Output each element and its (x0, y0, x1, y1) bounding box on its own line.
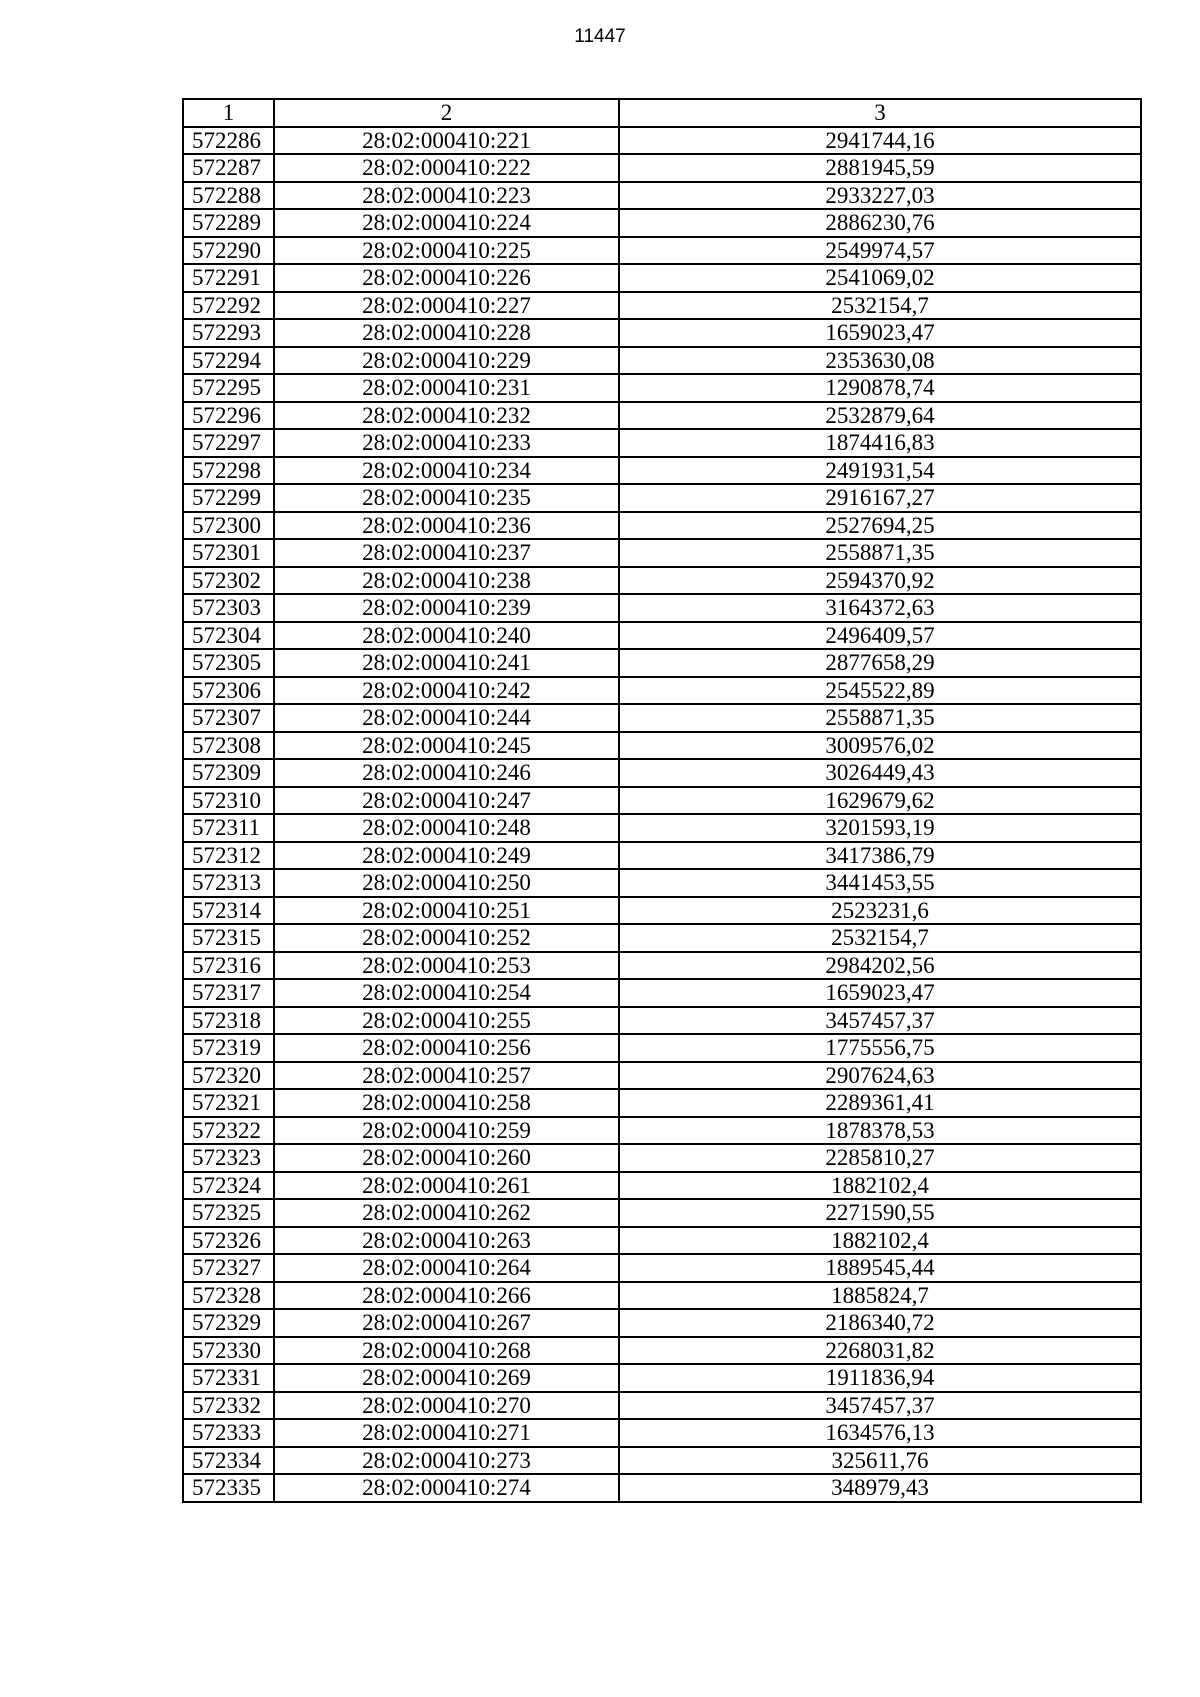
table-row (183, 374, 1141, 402)
table-row (183, 402, 1141, 430)
cadastral-value-cell: 2541069,02 (619, 264, 1141, 292)
table-row (183, 1144, 1141, 1172)
row-number-cell: 572298 (183, 457, 274, 485)
cadastral-value-cell: 2558871,35 (619, 539, 1141, 567)
cadastral-value-cell: 3201593,19 (619, 814, 1141, 842)
row-number-cell: 572322 (183, 1117, 274, 1145)
table-row (183, 1062, 1141, 1090)
table-row (183, 704, 1141, 732)
cadastral-value-cell: 1878378,53 (619, 1117, 1141, 1145)
table-row (183, 1254, 1141, 1282)
cadastral-number-cell: 28:02:000410:237 (274, 539, 619, 567)
cadastral-value-cell: 3026449,43 (619, 759, 1141, 787)
cadastral-number-cell: 28:02:000410:233 (274, 429, 619, 457)
row-number-cell: 572303 (183, 594, 274, 622)
row-number-cell: 572335 (183, 1474, 274, 1502)
cadastral-value-cell: 2271590,55 (619, 1199, 1141, 1227)
cadastral-number-cell: 28:02:000410:270 (274, 1392, 619, 1420)
cadastral-value-cell: 2532879,64 (619, 402, 1141, 430)
table-row (183, 979, 1141, 1007)
table-row (183, 484, 1141, 512)
cadastral-number-cell: 28:02:000410:221 (274, 127, 619, 155)
table-row (183, 952, 1141, 980)
cadastral-number-cell: 28:02:000410:268 (274, 1337, 619, 1365)
table-row (183, 787, 1141, 815)
row-number-cell: 572307 (183, 704, 274, 732)
cadastral-number-cell: 28:02:000410:267 (274, 1309, 619, 1337)
row-number-cell: 572314 (183, 897, 274, 925)
cadastral-number-cell: 28:02:000410:261 (274, 1172, 619, 1200)
table-row (183, 869, 1141, 897)
row-number-cell: 572293 (183, 319, 274, 347)
cadastral-value-cell: 2527694,25 (619, 512, 1141, 540)
row-number-cell: 572300 (183, 512, 274, 540)
cadastral-value-cell: 2523231,6 (619, 897, 1141, 925)
cadastral-value-cell: 2558871,35 (619, 704, 1141, 732)
table-row (183, 759, 1141, 787)
page-number: 11447 (574, 26, 626, 47)
cadastral-number-cell: 28:02:000410:266 (274, 1282, 619, 1310)
cadastral-number-cell: 28:02:000410:222 (274, 154, 619, 182)
cadastral-value-cell: 1659023,47 (619, 979, 1141, 1007)
cadastral-value-cell: 2186340,72 (619, 1309, 1141, 1337)
cadastral-number-cell: 28:02:000410:273 (274, 1447, 619, 1475)
row-number-cell: 572327 (183, 1254, 274, 1282)
row-number-cell: 572315 (183, 924, 274, 952)
cadastral-number-cell: 28:02:000410:236 (274, 512, 619, 540)
row-number-cell: 572331 (183, 1364, 274, 1392)
table-row (183, 457, 1141, 485)
cadastral-number-cell: 28:02:000410:247 (274, 787, 619, 815)
cadastral-number-cell: 28:02:000410:235 (274, 484, 619, 512)
cadastral-value-cell: 2289361,41 (619, 1089, 1141, 1117)
cadastral-number-cell: 28:02:000410:246 (274, 759, 619, 787)
cadastral-number-cell: 28:02:000410:238 (274, 567, 619, 595)
cadastral-number-cell: 28:02:000410:244 (274, 704, 619, 732)
table-row (183, 622, 1141, 650)
table-row (183, 1172, 1141, 1200)
cadastral-value-cell: 2886230,76 (619, 209, 1141, 237)
cadastral-value-cell: 2285810,27 (619, 1144, 1141, 1172)
table-row (183, 842, 1141, 870)
table-row (183, 1392, 1141, 1420)
row-number-cell: 572309 (183, 759, 274, 787)
column-header-cadastral-number: 2 (274, 99, 619, 127)
cadastral-value-cell: 2907624,63 (619, 1062, 1141, 1090)
table-row (183, 182, 1141, 210)
cadastral-value-cell: 3417386,79 (619, 842, 1141, 870)
row-number-cell: 572313 (183, 869, 274, 897)
table-row (183, 512, 1141, 540)
row-number-cell: 572296 (183, 402, 274, 430)
table-row (183, 924, 1141, 952)
cadastral-number-cell: 28:02:000410:224 (274, 209, 619, 237)
cadastral-value-cell: 2933227,03 (619, 182, 1141, 210)
cadastral-value-cell: 2353630,08 (619, 347, 1141, 375)
row-number-cell: 572332 (183, 1392, 274, 1420)
row-number-cell: 572305 (183, 649, 274, 677)
row-number-cell: 572295 (183, 374, 274, 402)
column-header-value: 3 (619, 99, 1141, 127)
row-number-cell: 572310 (183, 787, 274, 815)
cadastral-number-cell: 28:02:000410:245 (274, 732, 619, 760)
header-row (183, 99, 1141, 127)
row-number-cell: 572302 (183, 567, 274, 595)
table-row (183, 1089, 1141, 1117)
cadastral-number-cell: 28:02:000410:227 (274, 292, 619, 320)
cadastral-number-cell: 28:02:000410:226 (274, 264, 619, 292)
row-number-cell: 572291 (183, 264, 274, 292)
row-number-cell: 572287 (183, 154, 274, 182)
table-row (183, 594, 1141, 622)
table-row (183, 732, 1141, 760)
cadastral-number-cell: 28:02:000410:232 (274, 402, 619, 430)
cadastral-value-cell: 2496409,57 (619, 622, 1141, 650)
row-number-cell: 572312 (183, 842, 274, 870)
cadastral-value-cell: 2881945,59 (619, 154, 1141, 182)
row-number-cell: 572304 (183, 622, 274, 650)
cadastral-number-cell: 28:02:000410:256 (274, 1034, 619, 1062)
cadastral-value-cell: 2268031,82 (619, 1337, 1141, 1365)
row-number-cell: 572320 (183, 1062, 274, 1090)
table-row (183, 897, 1141, 925)
cadastral-number-cell: 28:02:000410:254 (274, 979, 619, 1007)
table-row (183, 1227, 1141, 1255)
table-row (183, 237, 1141, 265)
cadastral-value-cell: 1911836,94 (619, 1364, 1141, 1392)
table-header (183, 99, 1141, 127)
cadastral-value-cell: 2545522,89 (619, 677, 1141, 705)
row-number-cell: 572319 (183, 1034, 274, 1062)
cadastral-value-cell: 3009576,02 (619, 732, 1141, 760)
row-number-cell: 572325 (183, 1199, 274, 1227)
row-number-cell: 572289 (183, 209, 274, 237)
cadastral-value-cell: 1889545,44 (619, 1254, 1141, 1282)
table-row (183, 1309, 1141, 1337)
row-number-cell: 572329 (183, 1309, 274, 1337)
cadastral-value-cell: 1775556,75 (619, 1034, 1141, 1062)
cadastral-value-cell: 2532154,7 (619, 292, 1141, 320)
cadastral-number-cell: 28:02:000410:255 (274, 1007, 619, 1035)
row-number-cell: 572316 (183, 952, 274, 980)
row-number-cell: 572299 (183, 484, 274, 512)
table-row (183, 264, 1141, 292)
cadastral-number-cell: 28:02:000410:259 (274, 1117, 619, 1145)
table-row (183, 1282, 1141, 1310)
cadastral-value-cell: 1629679,62 (619, 787, 1141, 815)
table-row (183, 1007, 1141, 1035)
cadastral-value-cell: 1885824,7 (619, 1282, 1141, 1310)
cadastral-number-cell: 28:02:000410:241 (274, 649, 619, 677)
table-row (183, 1199, 1141, 1227)
row-number-cell: 572324 (183, 1172, 274, 1200)
table-row (183, 1447, 1141, 1475)
table-row (183, 677, 1141, 705)
cadastral-value-cell: 1659023,47 (619, 319, 1141, 347)
cadastral-value-cell: 2916167,27 (619, 484, 1141, 512)
row-number-cell: 572333 (183, 1419, 274, 1447)
cadastral-number-cell: 28:02:000410:253 (274, 952, 619, 980)
cadastral-value-cell: 325611,76 (619, 1447, 1141, 1475)
cadastral-number-cell: 28:02:000410:264 (274, 1254, 619, 1282)
cadastral-value-cell: 3457457,37 (619, 1007, 1141, 1035)
table-row (183, 1117, 1141, 1145)
row-number-cell: 572308 (183, 732, 274, 760)
cadastral-value-table (182, 98, 1142, 1503)
cadastral-value-cell: 1882102,4 (619, 1172, 1141, 1200)
row-number-cell: 572288 (183, 182, 274, 210)
table-row (183, 1337, 1141, 1365)
cadastral-value-cell: 2941744,16 (619, 127, 1141, 155)
row-number-cell: 572321 (183, 1089, 274, 1117)
row-number-cell: 572294 (183, 347, 274, 375)
column-header-number: 1 (183, 99, 274, 127)
cadastral-number-cell: 28:02:000410:269 (274, 1364, 619, 1392)
row-number-cell: 572306 (183, 677, 274, 705)
cadastral-number-cell: 28:02:000410:228 (274, 319, 619, 347)
cadastral-value-cell: 1882102,4 (619, 1227, 1141, 1255)
row-number-cell: 572326 (183, 1227, 274, 1255)
row-number-cell: 572286 (183, 127, 274, 155)
table-row (183, 1419, 1141, 1447)
table-row (183, 567, 1141, 595)
cadastral-value-cell: 1634576,13 (619, 1419, 1141, 1447)
cadastral-value-cell: 2549974,57 (619, 237, 1141, 265)
table-row (183, 292, 1141, 320)
row-number-cell: 572318 (183, 1007, 274, 1035)
cadastral-number-cell: 28:02:000410:271 (274, 1419, 619, 1447)
row-number-cell: 572323 (183, 1144, 274, 1172)
cadastral-number-cell: 28:02:000410:229 (274, 347, 619, 375)
cadastral-number-cell: 28:02:000410:263 (274, 1227, 619, 1255)
table-row (183, 209, 1141, 237)
table-row (183, 1364, 1141, 1392)
table-row (183, 1034, 1141, 1062)
table-row (183, 154, 1141, 182)
cadastral-number-cell: 28:02:000410:250 (274, 869, 619, 897)
table-row (183, 1474, 1141, 1502)
cadastral-value-cell: 2594370,92 (619, 567, 1141, 595)
cadastral-number-cell: 28:02:000410:225 (274, 237, 619, 265)
table-row (183, 429, 1141, 457)
row-number-cell: 572311 (183, 814, 274, 842)
cadastral-number-cell: 28:02:000410:262 (274, 1199, 619, 1227)
cadastral-value-cell: 1290878,74 (619, 374, 1141, 402)
cadastral-value-cell: 3441453,55 (619, 869, 1141, 897)
cadastral-value-cell: 3164372,63 (619, 594, 1141, 622)
cadastral-value-cell: 2984202,56 (619, 952, 1141, 980)
table-row (183, 539, 1141, 567)
cadastral-number-cell: 28:02:000410:257 (274, 1062, 619, 1090)
row-number-cell: 572297 (183, 429, 274, 457)
cadastral-number-cell: 28:02:000410:274 (274, 1474, 619, 1502)
cadastral-number-cell: 28:02:000410:260 (274, 1144, 619, 1172)
cadastral-number-cell: 28:02:000410:242 (274, 677, 619, 705)
cadastral-value-cell: 2532154,7 (619, 924, 1141, 952)
table-row (183, 127, 1141, 155)
table-row (183, 649, 1141, 677)
cadastral-value-cell: 1874416,83 (619, 429, 1141, 457)
row-number-cell: 572334 (183, 1447, 274, 1475)
cadastral-value-cell: 3457457,37 (619, 1392, 1141, 1420)
row-number-cell: 572290 (183, 237, 274, 265)
row-number-cell: 572317 (183, 979, 274, 1007)
cadastral-number-cell: 28:02:000410:252 (274, 924, 619, 952)
cadastral-value-cell: 2491931,54 (619, 457, 1141, 485)
cadastral-number-cell: 28:02:000410:249 (274, 842, 619, 870)
row-number-cell: 572328 (183, 1282, 274, 1310)
table-body (183, 127, 1141, 1502)
cadastral-number-cell: 28:02:000410:258 (274, 1089, 619, 1117)
row-number-cell: 572301 (183, 539, 274, 567)
cadastral-value-cell: 2877658,29 (619, 649, 1141, 677)
cadastral-number-cell: 28:02:000410:223 (274, 182, 619, 210)
cadastral-value-cell: 348979,43 (619, 1474, 1141, 1502)
table-row (183, 814, 1141, 842)
cadastral-number-cell: 28:02:000410:251 (274, 897, 619, 925)
cadastral-number-cell: 28:02:000410:248 (274, 814, 619, 842)
cadastral-number-cell: 28:02:000410:240 (274, 622, 619, 650)
row-number-cell: 572330 (183, 1337, 274, 1365)
cadastral-number-cell: 28:02:000410:234 (274, 457, 619, 485)
table-row (183, 347, 1141, 375)
row-number-cell: 572292 (183, 292, 274, 320)
cadastral-number-cell: 28:02:000410:239 (274, 594, 619, 622)
table-row (183, 319, 1141, 347)
cadastral-number-cell: 28:02:000410:231 (274, 374, 619, 402)
